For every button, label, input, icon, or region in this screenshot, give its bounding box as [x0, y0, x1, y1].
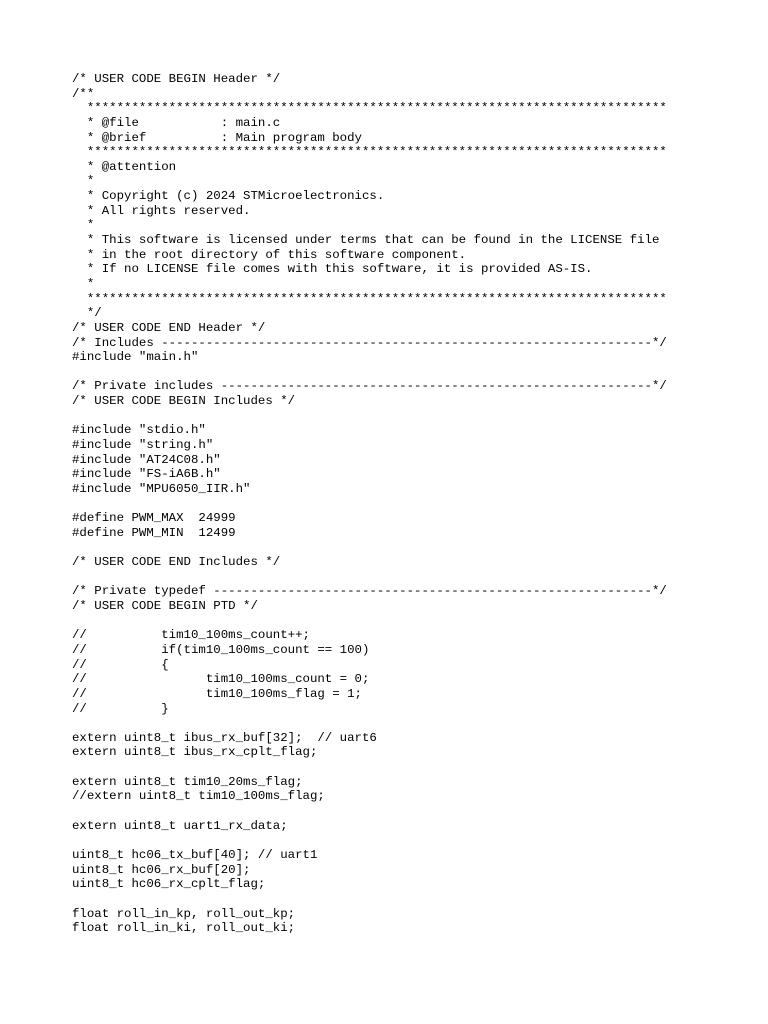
code-line: /* USER CODE BEGIN Includes */ — [72, 394, 296, 409]
code-line: extern uint8_t tim10_20ms_flag; — [72, 774, 303, 789]
code-line: extern uint8_t uart1_rx_data; — [72, 818, 288, 833]
code-line: #include "AT24C08.h" — [72, 452, 221, 467]
code-line: /* USER CODE BEGIN Header */ — [72, 72, 281, 86]
code-line: /* Private typedef -----------------------------------------------------------*/ — [72, 584, 667, 599]
code-line: uint8_t hc06_rx_cplt_flag; — [72, 877, 266, 892]
code-line: #include "string.h" — [72, 438, 214, 453]
code-line: extern uint8_t ibus_rx_cplt_flag; — [72, 745, 318, 760]
code-line: //extern uint8_t tim10_100ms_flag; — [72, 789, 325, 804]
code-line — [72, 570, 667, 585]
code-line: /* Includes ------------------------------------------------------------------*/ — [72, 335, 667, 350]
code-line: uint8_t hc06_tx_buf[40]; // uart1 — [72, 847, 318, 862]
code-line: /* USER CODE END Header */ — [72, 320, 266, 335]
code-line: float roll_in_kp, roll_out_kp; — [72, 906, 296, 921]
source-code-block — [72, 72, 667, 936]
code-line — [72, 365, 667, 380]
code-line: // tim10_100ms_count = 0; — [72, 672, 370, 687]
code-line: * @attention — [72, 159, 177, 174]
code-line — [72, 409, 667, 424]
code-line: #include "stdio.h" — [72, 423, 206, 438]
code-line: // tim10_100ms_count++; — [72, 628, 310, 643]
code-line — [72, 614, 667, 629]
code-line: /** — [72, 86, 95, 101]
code-line — [72, 497, 667, 512]
code-line: * @file : main.c — [72, 115, 281, 130]
code-line: * — [72, 218, 95, 233]
code-line: float roll_in_ki, roll_out_ki; — [72, 921, 296, 936]
code-line: // } — [72, 701, 169, 716]
code-line: * — [72, 276, 95, 291]
code-line: * All rights reserved. — [72, 203, 251, 218]
code-line: /* USER CODE BEGIN PTD */ — [72, 599, 258, 614]
code-line: */ — [72, 306, 102, 321]
code-line: #define PWM_MIN 12499 — [72, 525, 236, 540]
code-line: * This software is licensed under terms that can be found in the LICENSE file — [72, 233, 660, 248]
code-line: // if(tim10_100ms_count == 100) — [72, 642, 370, 657]
code-line — [72, 804, 667, 819]
code-line: // tim10_100ms_flag = 1; — [72, 686, 362, 701]
code-line: #define PWM_MAX 24999 — [72, 511, 236, 526]
code-line: /* Private includes ----------------------------------------------------------*/ — [72, 379, 667, 394]
code-line — [72, 892, 667, 907]
code-line: * in the root directory of this software component. — [72, 247, 467, 262]
code-line: ****************************************************************************** — [72, 291, 667, 306]
code-line — [72, 541, 667, 556]
code-line: * — [72, 174, 95, 189]
code-line: * @brief : Main program body — [72, 130, 362, 145]
code-line: ****************************************************************************** — [72, 101, 667, 116]
code-line — [72, 760, 667, 775]
code-line: ****************************************************************************** — [72, 145, 667, 160]
code-line: /* USER CODE END Includes */ — [72, 555, 281, 570]
code-line: uint8_t hc06_rx_buf[20]; — [72, 862, 251, 877]
code-line: * Copyright (c) 2024 STMicroelectronics. — [72, 189, 385, 204]
code-line: #include "main.h" — [72, 350, 199, 365]
code-line: extern uint8_t ibus_rx_buf[32]; // uart6 — [72, 730, 377, 745]
code-line — [72, 833, 667, 848]
code-line: #include "FS-iA6B.h" — [72, 467, 221, 482]
code-line: // { — [72, 657, 169, 672]
code-line: * If no LICENSE file comes with this software, it is provided AS-IS. — [72, 262, 593, 277]
code-line: #include "MPU6050_IIR.h" — [72, 481, 251, 496]
code-line — [72, 716, 667, 731]
